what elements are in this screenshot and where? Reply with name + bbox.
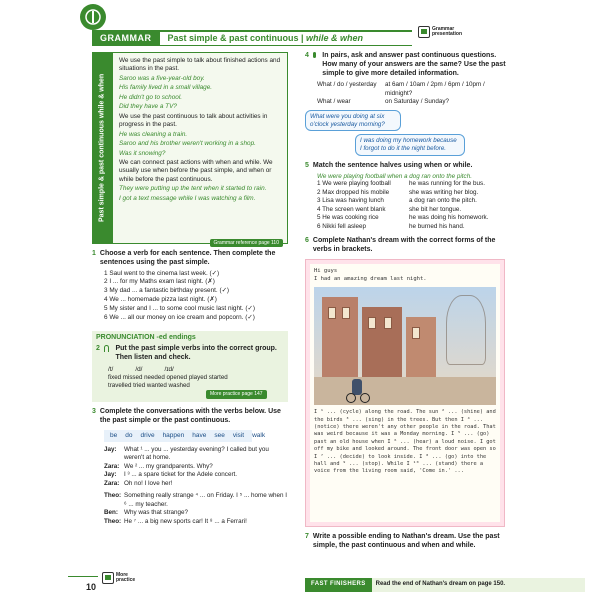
verb-chips: [104, 430, 266, 442]
exercise-4: 4 In pairs, ask and answer past continuous questions. How many of your answers are the same? Use the past simple to give more detailed information. What / do / yesterday at 6am / 10am / 2pm / 6pm / 10pm / midnight? What / wear on Saturday / Sunday? What were you doing at six o'clock yesterday morning? I was doing my homework because I forgot to do it the night before.: [305, 52, 510, 156]
street-illustration: [314, 287, 496, 405]
fast-finishers-label: FAST FINISHERS: [311, 581, 366, 588]
prompt-value: on Saturday / Sunday?: [385, 98, 450, 106]
grammar-example: He didn't go to school.: [119, 93, 183, 101]
story-greeting: Hi guys: [314, 267, 338, 274]
speaker-name: Jay:: [104, 445, 117, 453]
sound-group-label: /d/: [135, 365, 143, 373]
speaker-name: Zara:: [104, 479, 120, 487]
exercise-1-item: 6 We ... all our money on ice cream and popcorn. (✓): [104, 314, 255, 322]
grammar-reference-link[interactable]: Grammar reference page 110: [210, 239, 284, 247]
sentence-second-half: he was running for the bus.: [409, 180, 485, 188]
verb-chip: be: [110, 431, 118, 439]
conversation: [104, 446, 288, 527]
exercise-3: 3 Complete the conversations with the verbs below. Use the past simple or the past continuous. be do drive happen have see visit walk Jay: What ¹ ... you ... yesterday evening? I called but you weren't at home. Zara: We ² ... my grandparents. Why? Jay: I ³ ... a spare ticket for the Adele concert. Zara: Oh no! I love her! Theo: Something really strange ⁴ ... on Friday. I ⁵ ... home when I ⁶ ... my teacher. Ben: Why was that strange? Theo: He ⁷ ... a big new sports car! It ⁸ ... a Ferrari!: [92, 408, 288, 525]
dream-story-card: [305, 259, 505, 527]
exercise-1-instruction: Choose a verb for each sentence. Then complete the sentences using the past simple.: [99, 250, 276, 266]
sentence-first-half: 3 Lisa was having lunch: [317, 197, 384, 205]
grammar-box: [92, 52, 288, 244]
grammar-example: I got a text message while I was watching a film.: [119, 194, 256, 202]
dialog-text: We ² ... my grandparents. Why?: [124, 462, 213, 470]
speech-bubble-question: What were you doing at six o'clock yesterday morning?: [305, 110, 401, 132]
grammar-box-side-title: Past simple & past continuous while & when: [93, 53, 113, 243]
sentence-second-half: he was doing his homework.: [409, 214, 489, 222]
sentence-first-half: 1 We were playing football: [317, 180, 391, 188]
exercise-6: 6 Complete Nathan's dream with the correct forms of the verbs in brackets. Hi guys I had an amazing dream last night. I ¹ ... (cycle) along the road. The sun ² ... (shine) and the birds ³ ... (sing) in the trees. But then I ⁴ ... (notice) there weren't any other people in the road. That was weird because it was a Monday morning. I ⁵ ... (go) past an old house when I ⁶ ... (hear) a loud noise. I got off my bike and looked around. The front door was open so I ⁷ ... (decide) to look inside. I ⁸ ... (go) into the hall and ⁹ ... (stop). While I ¹⁰ ... (stand) there a voice from the living room said, 'Come in.' ...: [305, 237, 510, 527]
sentence-first-half: 5 He was cooking rice: [317, 214, 379, 222]
verb-chip: do: [125, 431, 133, 439]
exercise-4-instruction: In pairs, ask and answer past continuous questions. How many of your answers are the same? Use the past simple to give more detailed information.: [322, 52, 506, 77]
exercise-1-item: 5 My sister and I ... to some cool music last night. (✓): [104, 305, 255, 313]
exercise-6-instruction: Complete Nathan's dream with the correct forms of the verbs in brackets.: [312, 237, 496, 254]
dialog-line: [104, 446, 288, 463]
dialog-line: [104, 480, 288, 489]
match-row: [317, 189, 510, 198]
sentence-second-half: a dog ran onto the pitch.: [409, 197, 477, 205]
sentence-first-half: 4 The screen went blank: [317, 205, 386, 213]
prompt-key: What / wear: [317, 98, 351, 106]
prompt-row: [317, 98, 510, 107]
computer-icon: [102, 572, 114, 584]
dialog-line: [104, 509, 288, 518]
grammar-example: Saroo was a five-year-old boy.: [119, 74, 205, 82]
dialog-text: What ¹ ... you ... yesterday evening? I called but you weren't at home.: [124, 445, 269, 462]
dialog-line: [104, 492, 288, 509]
match-row: [317, 214, 510, 223]
grammar-example: He was cleaning a train.: [119, 130, 188, 138]
exercise-1-item: 2 I ... for my Maths exam last night. (✗): [104, 278, 215, 286]
pronunciation-header: PRONUNCIATION -ed endings: [96, 334, 196, 342]
grammar-example: His family lived in a small village.: [119, 84, 213, 92]
prompt-row: [317, 81, 510, 98]
sentence-second-half: he burned his hand.: [409, 222, 465, 230]
exercise-1: 1 Choose a verb for each sentence. Then complete the sentences using the past simple. 1 Saul went to the cinema last week. (✓) 2 I ... for my Maths exam last night. (✗) 3 My dad ... a fantastic birthday present. (✓) 4 We ... homemade pizza last night. (✗) 5 My sister and I ... to some cool music last night. (✓) 6 We ... all our money on ice cream and popcorn. (✓): [92, 250, 288, 323]
sentence-first-half: 6 Nikki fell asleep: [317, 222, 366, 230]
verb-chip: walk: [252, 431, 266, 439]
audio-icon[interactable]: [104, 345, 110, 352]
verb-chip: happen: [162, 431, 185, 439]
verb-chip: drive: [140, 431, 155, 439]
grammar-presentation-button[interactable]: Grammar presentation: [418, 26, 462, 38]
speaker-name: Jay:: [104, 471, 117, 479]
story-opening: I had an amazing dream last night.: [314, 275, 427, 282]
exercise-1-items: [104, 270, 288, 324]
match-row: [317, 197, 510, 206]
speaker-name: Ben:: [104, 509, 118, 517]
exercise-4-prompts: [317, 81, 510, 107]
section-title: Past simple & past continuous | while & when: [167, 32, 364, 43]
verb-chip: see: [214, 431, 225, 439]
sound-groups: [108, 366, 284, 374]
dialog-line: [104, 463, 288, 472]
match-row: [317, 223, 510, 232]
speaking-icon: [313, 52, 316, 58]
unit-logo-icon: [80, 4, 106, 30]
grammar-rule: We use the past continuous to talk about activities in progress in the past.: [119, 112, 268, 129]
grammar-example: Saroo and his brother weren't working in a shop.: [119, 140, 256, 148]
sound-group-label: /ɪd/: [164, 365, 174, 373]
dialog-text: Oh no! I love her!: [124, 479, 173, 487]
right-column: [305, 52, 510, 550]
exercise-5: 5 Match the sentence halves using when or while. We were playing football when a dog ran onto the pitch. 1 We were playing football he was running for the bus. 2 Max dropped his mobile she was writing her blog. 3 Lisa was having lunch a dog ran onto the pitch. 4 The screen went blank she bit her tongue. 5 He was cooking rice he was doing his homework. 6 Nikki fell asleep he burned his hand.: [305, 162, 510, 232]
dialog-text: Why was that strange?: [124, 509, 189, 517]
exercise-1-item: 3 My dad ... a fantastic birthday present. (✓): [104, 287, 230, 295]
more-practice-button[interactable]: More practice: [102, 572, 135, 584]
grammar-box-content: [113, 53, 287, 243]
sentence-second-half: she bit her tongue.: [409, 205, 462, 213]
fast-finishers-text: Read the end of Nathan's dream on page 150.: [372, 578, 585, 592]
computer-icon: [418, 26, 430, 38]
sentence-first-half: 2 Max dropped his mobile: [317, 188, 390, 196]
grammar-example: They were putting up the tent when it started to rain.: [119, 185, 267, 193]
word-list: fixed missed needed opened played started travelled tried wanted washed: [108, 373, 228, 389]
page-number: 10: [86, 582, 97, 592]
dialog-text: I ³ ... a spare ticket for the Adele concert.: [124, 471, 238, 479]
section-header: [92, 30, 412, 46]
exercise-1-item: 1 Saul went to the cinema last week. (✓): [104, 269, 220, 277]
exercise-5-example: We were playing football when a dog ran onto the pitch.: [317, 172, 472, 180]
exercise-5-instruction: Match the sentence halves using when or while.: [312, 161, 473, 169]
sentence-second-half: she was writing her blog.: [409, 188, 479, 196]
dialog-line: [104, 518, 288, 527]
grammar-rule: We can connect past actions with when and while. We usually use when before the past simple, and when or while before the past continuous.: [119, 158, 273, 183]
grammar-example: Was it snowing?: [119, 149, 166, 157]
left-column: [92, 52, 288, 526]
dialog-text: Something really strange ⁴ ... on Friday. I ⁵ ... home when I ⁶ ... my teacher.: [124, 492, 288, 508]
exercise-7: 7 Write a possible ending to Nathan's dream. Use the past simple, the past continuous and when and while.: [305, 533, 510, 551]
speaker-name: Zara:: [104, 462, 120, 470]
exercise-3-instruction: Complete the conversations with the verbs below. Use the past simple or the past continuous.: [99, 408, 281, 424]
prompt-key: What / do / yesterday: [317, 81, 377, 89]
grammar-example: Did they have a TV?: [119, 103, 177, 111]
more-practice-link[interactable]: More practice page 147: [206, 390, 267, 398]
dialog-line: [104, 471, 288, 480]
match-row: [317, 180, 510, 189]
exercise-7-instruction: Write a possible ending to Nathan's dream. Use the past simple, the past continuous and when and while.: [312, 532, 500, 549]
dialog-text: He ⁷ ... a big new sports car! It ⁸ ... a Ferrari!: [124, 517, 247, 525]
grammar-rule: We use the past simple to talk about finished actions and situations in the past.: [119, 57, 281, 73]
match-row: [317, 206, 510, 215]
verb-chip: have: [192, 431, 207, 439]
fast-finishers-bar: [305, 578, 585, 592]
prompt-value: at 6am / 10am / 2pm / 6pm / 10pm / midnight?: [385, 81, 485, 97]
speech-bubble-answer: I was doing my homework because I forgot to do it the night before.: [355, 134, 465, 156]
sound-group-label: /t/: [108, 365, 114, 373]
pronunciation-section: PRONUNCIATION -ed endings 2 Put the past simple verbs into the correct group. Then listen and check. /t/ /d/ /ɪd/ fixed missed needed opened played started travelled tried wanted washed More practice page 147: [92, 331, 288, 402]
speaker-name: Theo:: [104, 517, 122, 525]
pronunciation-instruction: Put the past simple verbs into the correct group. Then listen and check.: [115, 345, 277, 361]
footer-line: [68, 576, 98, 577]
section-label: GRAMMAR: [92, 32, 160, 46]
story-text: I ¹ ... (cycle) along the road. The sun ² ... (shine) and the birds ³ ... (sing) in the trees. But then I ⁴ ... (notice) there weren't any other people in the road. That was weird because it was a Monday morning. I ⁵ ... (go) past an old house when I ⁶ ... (hear) a loud noise. I got off my bike and looked around. The front door was open so I ⁷ ... (decide) to look inside. I ⁸ ... (go) into the hall and ⁹ ... (stop). While I ¹⁰ ... (stand) there a voice from the living room said, 'Come in.' ...: [314, 409, 496, 475]
exercise-1-item: 4 We ... homemade pizza last night. (✗): [104, 296, 217, 304]
exercise-5-matching: [317, 180, 510, 231]
verb-chip: visit: [232, 431, 245, 439]
speaker-name: Theo:: [104, 492, 122, 500]
